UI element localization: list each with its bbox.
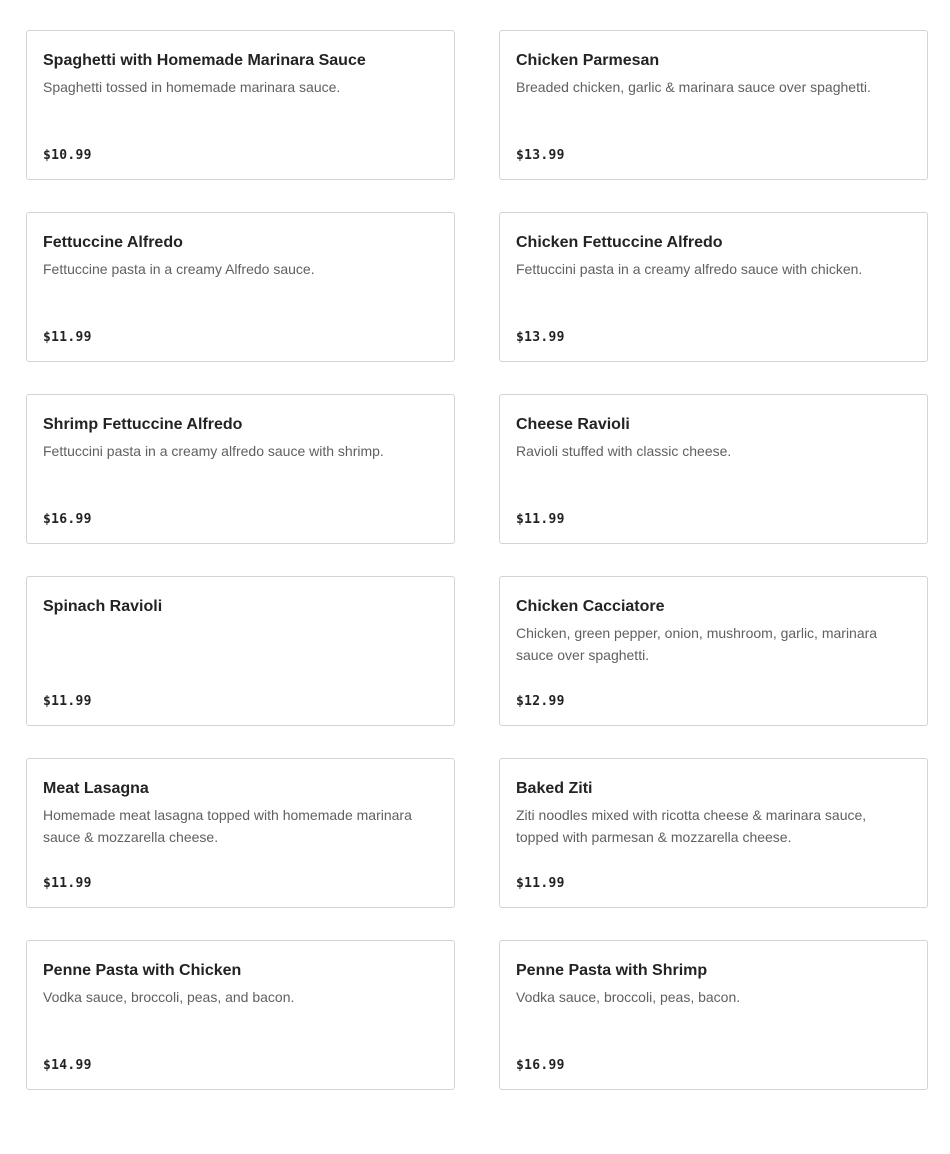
menu-item-card[interactable] (26, 30, 455, 180)
menu-item-description: Spaghetti tossed in homemade marinara sauce. (43, 79, 341, 95)
menu-item-price: $11.99 (516, 512, 565, 527)
menu-item-card[interactable] (26, 394, 455, 544)
menu-item-name: Fettuccine Alfredo (43, 234, 183, 251)
menu-item-card[interactable] (499, 212, 928, 362)
menu-item-price: $12.99 (516, 694, 565, 709)
menu-item-card[interactable] (499, 30, 928, 180)
menu-item-name: Penne Pasta with Shrimp (516, 962, 708, 979)
menu-item-price: $13.99 (516, 330, 565, 345)
menu-item-description: Homemade meat lasagna topped with homemade marinara sauce & mozzarella cheese. (43, 807, 412, 845)
menu-item-name: Chicken Parmesan (516, 52, 660, 69)
menu-item-description: Ravioli stuffed with classic cheese. (516, 443, 732, 459)
menu-item-card[interactable] (499, 394, 928, 544)
menu-item-name: Cheese Ravioli (516, 416, 630, 433)
menu-grid (26, 0, 928, 1090)
menu-item-name: Chicken Cacciatore (516, 598, 665, 615)
menu-item-description: Fettuccine pasta in a creamy Alfredo sauce. (43, 261, 315, 277)
menu-item-name: Shrimp Fettuccine Alfredo (43, 416, 243, 433)
menu-item-card[interactable] (26, 758, 455, 908)
menu-item-description: Ziti noodles mixed with ricotta cheese & marinara sauce, topped with parmesan & mozzarella cheese. (516, 807, 867, 845)
menu-item-price: $10.99 (43, 148, 92, 163)
menu-item-description: Vodka sauce, broccoli, peas, and bacon. (43, 989, 295, 1005)
menu-item-name: Spaghetti with Homemade Marinara Sauce (43, 52, 366, 69)
menu-item-name: Meat Lasagna (43, 780, 149, 797)
menu-item-name: Spinach Ravioli (43, 598, 163, 615)
menu-item-card[interactable] (499, 576, 928, 726)
menu-item-price: $16.99 (516, 1058, 565, 1073)
menu-item-description: Fettuccini pasta in a creamy alfredo sauce with chicken. (516, 261, 863, 277)
menu-item-price: $13.99 (516, 148, 565, 163)
menu-item-price: $11.99 (43, 694, 92, 709)
menu-item-price: $16.99 (43, 512, 92, 527)
menu-item-description: Breaded chicken, garlic & marinara sauce over spaghetti. (516, 79, 871, 95)
menu-item-description: Fettuccini pasta in a creamy alfredo sauce with shrimp. (43, 443, 384, 459)
menu-item-name: Chicken Fettuccine Alfredo (516, 234, 723, 251)
menu-item-description: Vodka sauce, broccoli, peas, bacon. (516, 989, 741, 1005)
menu-item-price: $11.99 (43, 876, 92, 891)
menu-item-name: Penne Pasta with Chicken (43, 962, 242, 979)
menu-item-price: $11.99 (43, 330, 92, 345)
menu-item-price: $11.99 (516, 876, 565, 891)
menu-item-name: Baked Ziti (516, 780, 593, 797)
menu-item-card[interactable] (26, 940, 455, 1090)
menu-item-card[interactable] (26, 576, 455, 726)
menu-item-price: $14.99 (43, 1058, 92, 1073)
menu-item-description: Chicken, green pepper, onion, mushroom, garlic, marinara sauce over spaghetti. (516, 625, 878, 663)
menu-item-card[interactable] (26, 212, 455, 362)
menu-item-card[interactable] (499, 758, 928, 908)
menu-item-card[interactable] (499, 940, 928, 1090)
